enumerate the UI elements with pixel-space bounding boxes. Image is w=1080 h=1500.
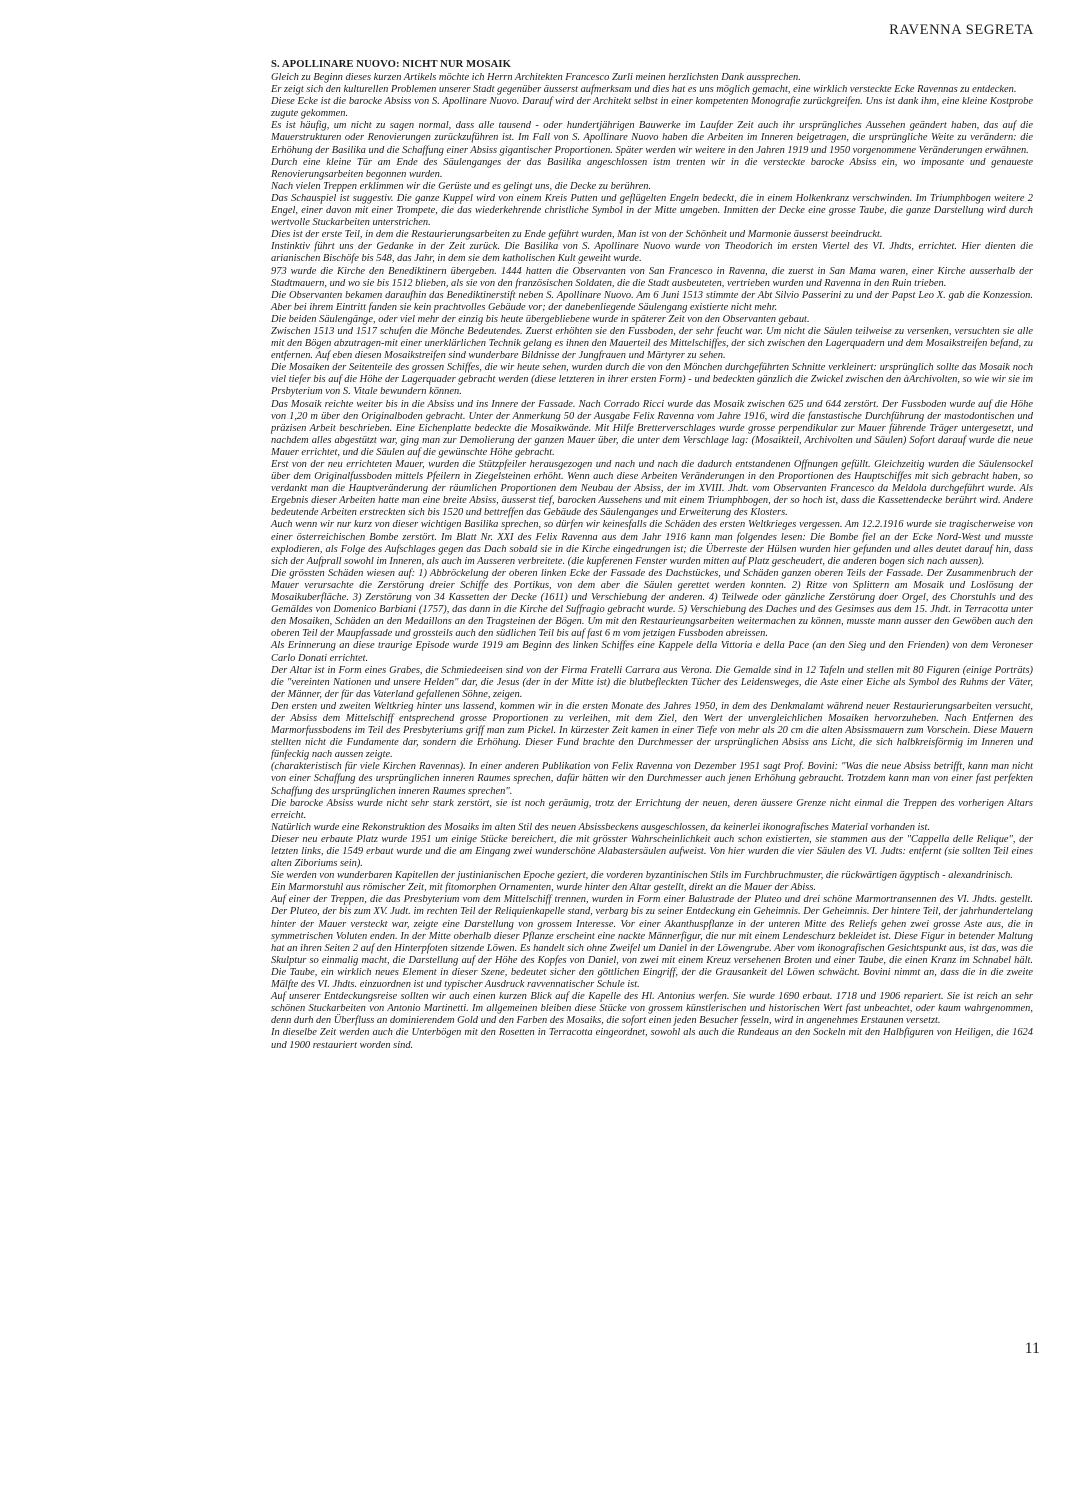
- paragraph: Die barocke Absiss wurde nicht sehr stark zerstört, sie ist noch geräumig, trotz der Errichtung der neuen, deren äussere Grenze nicht einmal die Treppen des vorherigen Altars erreicht.: [271, 797, 1033, 821]
- paragraph: 973 wurde die Kirche den Benediktinern übergeben. 1444 hatten die Observanten von San Francesco in Ravenna, die zuerst in San Mama waren, einer Kirche ausserhalb der Stadtmauern, und wo sie bis 1512 blieben, als sie von den französischen Soldaten, die die Stadt ausbeuteten, vertrieben wurden und Ravenna in den Ruin trieben.: [271, 265, 1033, 289]
- paragraph: Er zeigt sich den kulturellen Problemen unserer Stadt gegenüber äusserst aufmerksam und dies hat es uns möglich gemacht, eine wirklich versteckte Ecke Ravennas zu entdecken.: [271, 84, 1017, 96]
- paragraph: Erst von der neu errichteten Mauer, wurden die Stützpfeiler herausgezogen und nach und nach die dadurch entstandenen Offnungen gefüllt. Gleichzeitig wurden die Säulensockel über dem Originalfussboden mittels Pfeilern in Ziegelsteinen erhöht. Wenn auch diese Arbeiten Veränderungen in den Proportionen des Hauptschiffes mit sich gebracht haben, so verdankt man die Hauptveränderung der räumlichen Proportionen dem Neubau der Absiss, der im XVIII. Jhdt. vom Observanten Francesco da Meldola durchgeführt wurde. Als Ergebnis dieser Arbeiten hatte man eine breite Absiss, äusserst tief, barocken Aussehens und mit einem Triumphbogen, der so hoch ist, dass die Kassettendecke berührt wird. Andere bedeutende Arbeiten erstreckten sich bis 1520 und bettreffen das Gebäude des Säulenganges und Erweiterung des Klosters.: [271, 459, 1033, 519]
- paragraph: Nach vielen Treppen erklimmen wir die Gerüste und es gelingt uns, die Decke zu berühren.: [271, 180, 652, 192]
- paragraph: Sie werden von wunderbaren Kapitellen der justinianischen Epoche geziert, die vorderen byzantinischen Stils im Furchbruchmuster, die rückwärtigen ägyptisch - alexandrinisch.: [271, 870, 1013, 882]
- paragraph: Das Schauspiel ist suggestiv. Die ganze Kuppel wird von einem Kreis Putten und geflügelten Engeln bedeckt, die in einem Holkenkranz verschwinden. Im Triumphbogen weitere 2 Engel, einer davon mit einer Trompete, die das wiederkehrende christliche Symbol in der Mitte umgeben. Inmitten der Decke eine grosse Taube, die ganze Darstellung wird durch wertvolle Stuckarbeiten unterstrichen.: [271, 192, 1033, 229]
- paragraph: Zwischen 1513 und 1517 schufen die Mönche Bedeutendes. Zuerst erhöhten sie den Fussboden, der sehr feucht war. Um nicht die Säulen teilweise zu versenken, versuchten sie alle mit den Bögen abzutragen-mit einer unerklärlichen Technik gelang es ihnen den Mauerteil des Mittelschiffes, der sich zwischen den Lagerquadern und dem Mosaikstreifen befand, zu entfernen. Auf eben diesen Mosaikstreifen sind wunderbare Bildnisse der Jungfrauen und Märtyrer zu sehen.: [271, 325, 1033, 362]
- article: [271, 58, 1033, 1052]
- paragraph: Auf einer der Treppen, die das Presbyterium vom dem Mittelschiff trennen, wurden in Form einer Balustrade der Pluteo und drei schöne Marmortransennen des VI. Jhdts. gestellt. Der Pluteo, der bis zum XV. Judt. im rechten Teil der Reliquienkapelle stand, verbarg bis zu seiner Entdeckung ein Geheimnis. Der Geheimnis. Der hintere Teil, der jahrhundertelang hinter der Mauer versteckt war, zeigte eine Darstellung von grossem Interesse. Vor einer Akanthuspflanze in der unteren Mitte des Reliefs gehen zwei grosse Aste aus, die in symmetrischen Voluten enden. In der Mitte oberhalb dieser Pflanze erscheint eine nackte Männerfigur, die nur mit einem Lendeschurz bekleidet ist. Diese Figur in betender Maltung hat an ihren Seiten 2 auf den Hinterpfoten sitzende Löwen. Es handelt sich ohne Zweifel um Daniel in der Löwengrube. Aber vom ikonografischen Gesichtspunkt aus, ist das, was die Skulptur so einmalig macht, die Darstellung auf der Höhe des Kopfes von Daniel, von zwei mit einem Kreuz versehenen Broten und einer Taube, die einen Kranz im Schnabel hält. Die Taube, ein wirklich neues Element in dieser Szene, bedeutet sicher den göttlichen Eingriff, der die Grausankeit del Löwen schwächt. Bovini nimmt an, dass die in die zweite Mälfte des VI. Jhdts. einzuordnen ist und typischer Ausdruck ravvennatischer Schule ist.: [271, 894, 1033, 991]
- paragraph: Dieser neu erbaute Platz wurde 1951 um einige Stücke bereichert, die mit grösster Wahrscheinlichkeit auch schon existierten, sie stammen aus der "Cappella delle Relique", der letzten links, die 1549 erbaut wurde und die am Eingang zwei wunderschöne Alabastersäulen aufweist. Von hier wurden die vier Säulen des VI. Judts: entfernt (sie sollten Teil eines alten Ziboriums sein).: [271, 833, 1033, 870]
- paragraph: Ein Marmorstuhl aus römischer Zeit, mit fitomorphen Ornamenten, wurde hinter den Altar gestellt, direkt an die Mauer der Abiss.: [271, 882, 817, 894]
- paragraph: In dieselbe Zeit werden auch die Unterbögen mit den Rosetten in Terracotta eingeordnet, sowohl als auch die Rundeaus an den Sockeln mit den Halbfiguren von Heiligen, die 1624 und 1900 restauriert worden sind.: [271, 1027, 1033, 1051]
- paragraph: Diese Ecke ist die barocke Absiss von S. Apollinare Nuovo. Darauf wird der Architekt selbst in einer kompetenten Monografie zurückgreifen. Uns ist dank ihm, eine kleine Kostprobe zugute gekommen.: [271, 96, 1033, 120]
- paragraph: Dies ist der erste Teil, in dem die Restaurierungsarbeiten zu Ende geführt wurden, Man ist von der Schönheit und Marmonie äusserst beeindruckt.: [271, 229, 883, 241]
- paragraph: (charakteristisch für viele Kirchen Ravennas). In einer anderen Publikation von Felix Ravenna von Dezember 1951 sagt Prof. Bovini: "Was die neue Absiss betrifft, kann man nicht von einer Schaffung des ursprünglichen inneren Raumes sprechen, dafür hätten wir den Durchmesser auch jenen Erhöhung gebraucht. Trotzdem kann man von einer fast perfekten Schaffung des ursprünglichen inneren Raumes sprechen".: [271, 761, 1033, 797]
- paragraph: Instinktiv führt uns der Gedanke in der Zeit zurück. Die Basilika von S. Apollinare Nuovo wurde von Theodorich im ersten Viertel des VI. Jhdts, errichtet. Hier dienten die arianischen Bischöfe bis 548, das Jahr, in dem sie dem katholischen Kult geweiht wurde.: [271, 241, 1033, 265]
- paragraph: Der Altar ist in Form eines Grabes, die Schmiedeeisen sind von der Firma Fratelli Carrara aus Verona. Die Gemalde sind in 12 Tafeln und stellen mit 80 Figuren (einige Porträts) die "vereinten Nationen und unsere Helden" dar, die Jesus (der in der Mitte ist) die blutbefleckten Tücher des Leidensweges, die Aste einer Eiche als Symbol des Ruhms der Väter, der Männer, der für das Vaterland gefallenen Söhne, zeigen.: [271, 664, 1033, 700]
- article-body: [271, 72, 1033, 1052]
- article-title: S. APOLLINARE NUOVO: NICHT NUR MOSAIK: [271, 59, 511, 70]
- paragraph: Gleich zu Beginn dieses kurzen Artikels möchte ich Herrn Architekten Francesco Zurli meinen herzlichsten Dank aussprechen.: [271, 72, 801, 83]
- paragraph: Den ersten und zweiten Weltkrieg hinter uns lassend, kommen wir in die ersten Monate des Jahres 1950, in dem des Denkmalamt während neuer Restaurierungsarbeiten versucht, der Absiss dem Mittelschiff entsprechend grosse Proportionen zu verleihen, mit dem Ziel, den Wert der unvergleichlichen Mosaiken hervorzuheben. Nach Entfernen des Marmorfussbodens im Teil des Presbyteriums griff man zum Pickel. In kürzester Zeit kamen in einer Tiefe von mehr als 20 cm die alten Absissmauern zum Vorschein. Diese Mauern stellten nicht die Fundamente dar, sondern die Erhöhung. Dieser Fund brachte den Durchmesser der ursprünglichen Absiss ans Licht, die sich halbkreisförmig im Inneren und fünfeckig nach aussen zeigte.: [271, 700, 1033, 761]
- paragraph: Es ist häufig, um nicht zu sagen normal, dass alle tausend - oder hundertjährigen Bauwerke im Laufder Zeit auch ihr ursprüngliches Aussehen geändert haben, das auf die Mauerstrukturen oder Renovierungen zurückzuführen ist. Im Fall von S. Apollinare Nuovo haben die Arbeiten im Inneren beigetragen, die ursprüngliche Weite zu verändern: die Erhöhung der Basilika und die Schaffung einer Absiss gigantischer Proportionen. Später werden wir weitere in den Jahren 1919 und 1950 vorgenommene Veränderungen erwähnen.: [271, 120, 1033, 156]
- paragraph: Die beiden Säulengänge, oder viel mehr der einzig bis heute übergebliebene wurde in späterer Zeit von den Observanten gebaut.: [271, 313, 810, 325]
- paragraph: Auch wenn wir nur kurz von dieser wichtigen Basilika sprechen, so dürfen wir keinesfalls die Schäden des ersten Weltkrieges vergessen. Am 12.2.1916 wurde sie tragischerweise von einer österreichischen Bombe zerstört. Im Blatt Nr. XXI des Felix Ravenna aus dem Jahr 1916 kann man folgendes lesen: Die Bombe fiel an der Ecke Nord-West und musste explodieren, als Folge des Aufschlages gegen das Dach sobald sie in die Kirche eingedrungen ist; die Überreste der Hülsen wurden hier gefunden und alles deutet darauf hin, dass sich der Aufprall sowohl im Inneren, als auch im Ausseren verbreitete. (die kupferenen Fenster wurden mitten auf Platz gescheudert, die anderen bogen sich nach aussen).: [271, 519, 1033, 567]
- paragraph: Natürlich wurde eine Rekonstruktion des Mosaiks im alten Stil des neuen Absissbeckens ausgeschlossen, da keinerlei ikonografisches Material vorhanden ist.: [271, 821, 931, 833]
- paragraph: Das Mosaik reichte weiter bis in die Absiss und ins Innere der Fassade. Nach Corrado Ricci wurde das Mosaik zwischen 625 und 644 zerstört. Der Fussboden wurde auf die Höhe von 1,20 m über den Originalboden gebracht. Unter der Anmerkung 50 der Ausgabe Felix Ravenna vom Jahre 1916, wird die fanstastische Durchführung der mastodontischen und präzisen Arbeit beschrieben. Eine Eichenplatte bedeckte die Mosaikwände. Mit Hilfe Bretterverschlages wurde grosse perpendikular zur Mauer führende Träger untergesetzt, und nachdem alles abgestützt war, ging man zur Demolierung der ganzen Mauer über, die unter dem Verschlage lag: (Mosaikteil, Archivolten und Säulen) Sofort darauf wurde die neue Mauer errichtet, und die Säulen auf die gewünschte Höhe gebracht.: [271, 398, 1033, 458]
- page-number: 11: [1024, 1340, 1040, 1357]
- paragraph: Die grössten Schäden wiesen auf: 1) Abbröckelung der oberen linken Ecke der Fassade des Dachstückes, und Schäden ganzen oberen Teils der Fassade. Der Zusammenbruch der Mauer verursachte die Zerstörung dreier Schiffe des Portikus, von dem aber die Säulen gerettet werden konnten. 2) Ritze von Splittern am Mosaik und Loslösung der Mosaikuberfläche. 3) Zerstörung von 34 Kassetten der Decke (1611) und Verschiebung der anderen. 4) Teilwede oder gänzliche Zerstörung doer Orgel, des Chorstuhls und des Gemäldes von Domenico Barbiani (1757), das dann in die Kirche del Suffragio gebracht wurde. 5) Verschiebung des Daches und des Gesimses aus dem 15. Jhdt. in Terracotta unter den Mosaiken, Schäden an den Medaillons an den Tragsteinen der Bögen. Um mit den Restaurieungsarbeiten weitermachen zu können, musste mann ausser den Gewöben auch den oberen Teil der Maupfassade und grossteils auch den südlichen Teil bis auf fast 6 m vom jetzigen Fussboden abreissen.: [271, 567, 1033, 640]
- paragraph: Auf unserer Entdeckungsreise sollten wir auch einen kurzen Blick auf die Kapelle des Hl. Antonius werfen. Sie wurde 1690 erbaut. 1718 und 1906 repariert. Sie ist reich an sehr schönen Stuckarbeiten von Antonio Martinetti. Im allgemeinen bleiben diese Stücke von grossem künstlerischen und historischen Wert fast unbeachtet, oder kaum wahrgenommen, denn durh den Überfluss an dominierendem Gold und den Farben des Mosaiks, die sofort einen jeden Besucher fesseln, wird in angenehmes Erstaunen versetzt.: [271, 991, 1033, 1027]
- paragraph: Die Observanten bekamen daraufhin das Benediktinerstift neben S. Apollinare Nuovo. Am 6 Juni 1513 stimmte der Abt Silvio Passerini zu und der Papst Leo X. gab die Konzession. Aber bei ihrem Eintritt fanden sie kein prachtvolles Gebäude vor; der danebenliegende Säulengang existierte nicht mehr.: [271, 289, 1033, 313]
- paragraph: Durch eine kleine Tür am Ende des Säulenganges der das Basilika angeschlossen istm trenten wir in die versteckte barocke Absiss ein, wo imposante und genaueste Renovierungsarbeiten begonnen wurden.: [271, 156, 1033, 180]
- paragraph: Als Erinnerung an diese traurige Episode wurde 1919 am Beginn des linken Schiffes eine Kappele della Vittoria e della Pace (an den Sieg und den Frienden) von dem Veroneser Carlo Donati errichtet.: [271, 640, 1033, 664]
- running-title: RAVENNA SEGRETA: [889, 22, 1034, 38]
- paragraph: Die Mosaiken der Seitenteile des grossen Schiffes, die wir heute sehen, wurden durch die von den Mönchen durchgeführten Schnitte verkleinert: ursprünglich sollte das Mosaik noch viel tiefer bis auf die Höhe der Lagerquader gebracht werden (diese letzteren in ihrer ersten Form) - und bedeckten gänzlich die Zwickel zwischen den àArchivolten, so wie wir sie im Prsbyterium von S. Vitale bewundern können.: [271, 362, 1033, 398]
